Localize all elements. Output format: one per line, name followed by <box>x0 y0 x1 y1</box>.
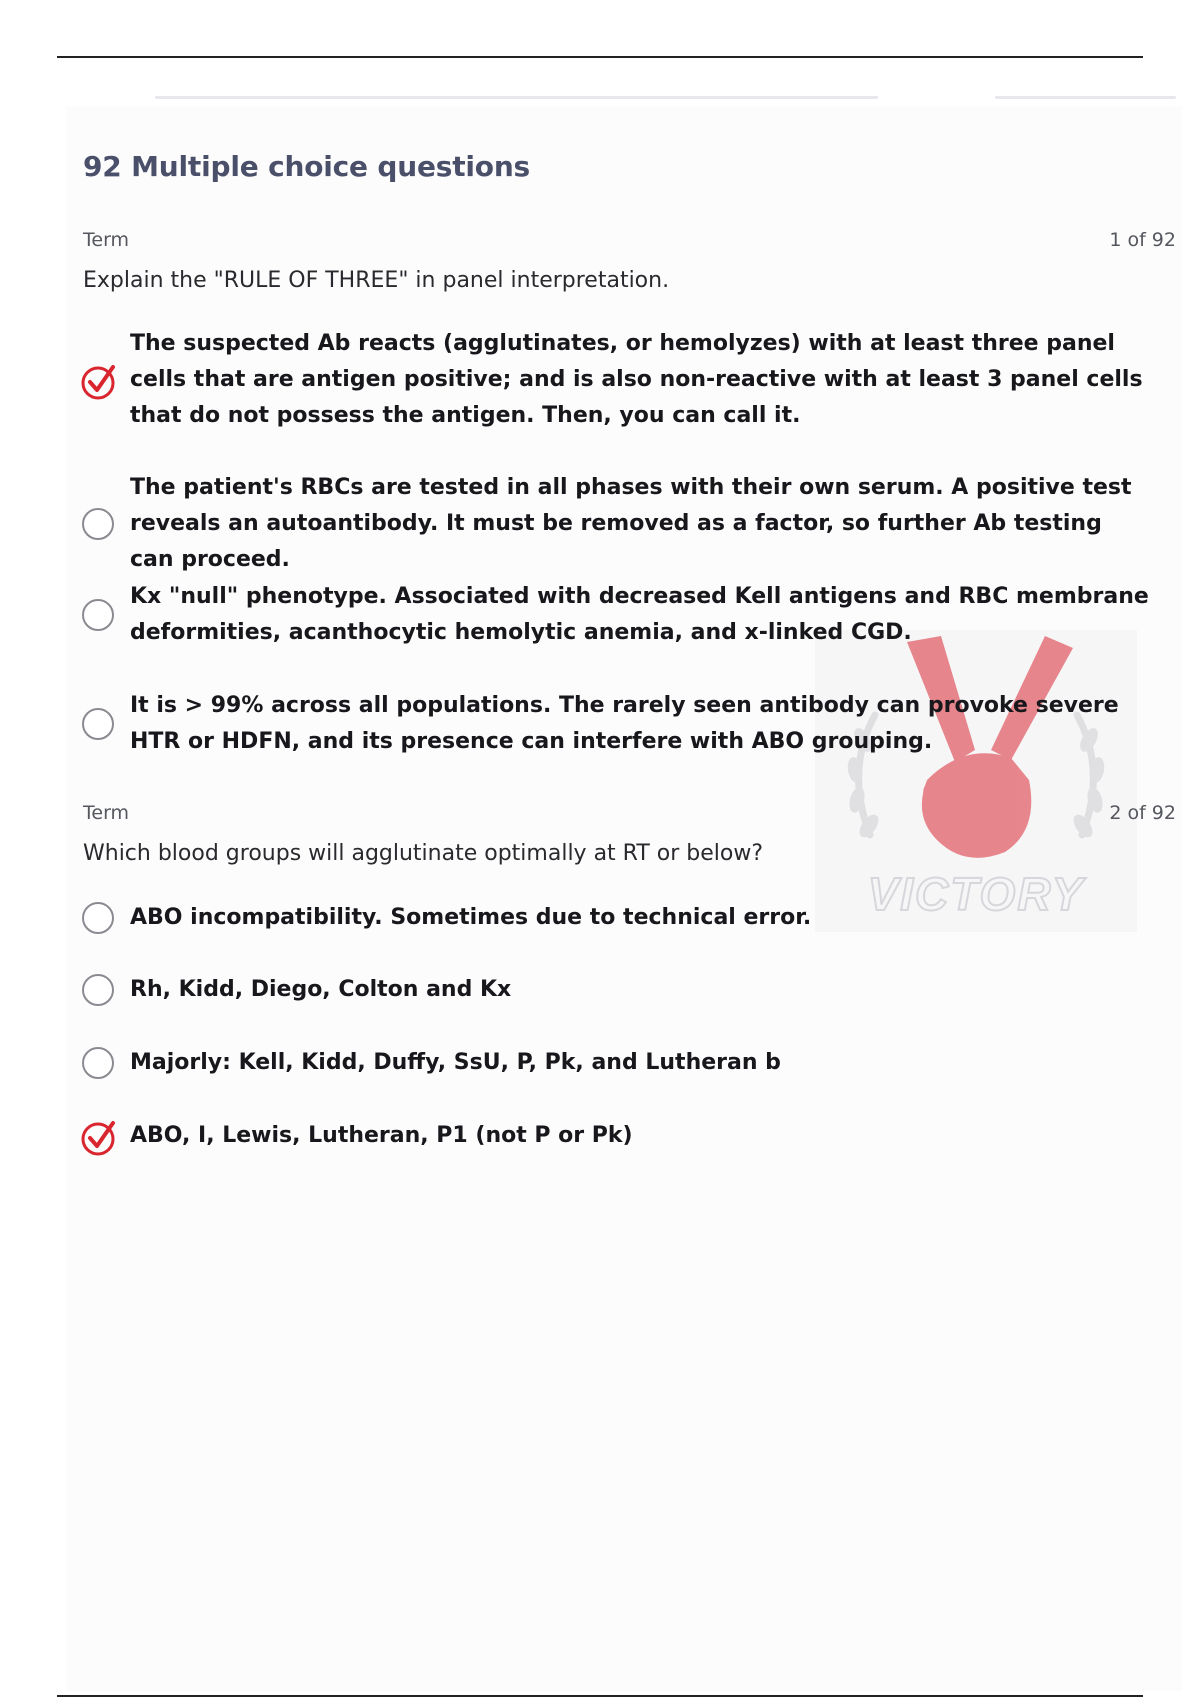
radio-button[interactable] <box>80 899 118 937</box>
checkmark-icon[interactable] <box>80 1117 118 1155</box>
bottom-rule <box>57 1695 1143 1697</box>
answer-option-text: Kx "null" phenotype. Associated with decreased Kell antigens and RBC membrane deformities, acanthocytic hemolytic anemia, and x-linked CGD. <box>130 584 1149 645</box>
question-counter: 1 of 92 <box>1109 229 1176 251</box>
answer-option[interactable] <box>80 688 1150 760</box>
question-counter: 2 of 92 <box>1109 802 1176 824</box>
answer-option[interactable] <box>80 579 1150 651</box>
radio-button[interactable] <box>80 1044 118 1082</box>
radio-circle-icon <box>82 599 114 631</box>
answer-option[interactable] <box>80 899 1150 937</box>
victory-watermark <box>815 630 1137 932</box>
answer-option-text: The suspected Ab reacts (agglutinates, or hemolyzes) with at least three panel cells that are antigen positive; and is also non-reactive with at least 3 panel cells that do not possess the antigen. Then, you can call it. <box>130 331 1143 428</box>
answer-option-text: ABO incompatibility. Sometimes due to technical error. <box>130 905 812 930</box>
answer-option-text: The patient's RBCs are tested in all phases with their own serum. A positive test reveals an autoantibody. It must be removed as a factor, so further Ab testing can proceed. <box>130 475 1132 572</box>
answer-option-text: Rh, Kidd, Diego, Colton and Kx <box>130 977 512 1002</box>
header-divider-right <box>995 96 1176 99</box>
answer-option-text: It is > 99% across all populations. The rarely seen antibody can provoke severe HTR or HDFN, and its presence can interfere with ABO grouping. <box>130 693 1119 754</box>
question-prompt: Explain the "RULE OF THREE" in panel interpretation. <box>83 268 670 293</box>
page-title: 92 Multiple choice questions <box>83 150 531 183</box>
radio-button[interactable] <box>80 971 118 1009</box>
radio-circle-icon <box>82 902 114 934</box>
term-label: Term <box>83 802 130 824</box>
radio-circle-icon <box>82 974 114 1006</box>
answer-option[interactable] <box>80 470 1150 578</box>
answer-option[interactable] <box>80 1117 1150 1155</box>
radio-button[interactable] <box>80 505 118 543</box>
victory-hand-icon <box>815 630 1137 932</box>
checkmark-icon[interactable] <box>80 361 118 399</box>
watermark-text: VICTORY <box>867 868 1085 920</box>
radio-button[interactable] <box>80 705 118 743</box>
answer-option-text: Majorly: Kell, Kidd, Duffy, SsU, P, Pk, and Lutheran b <box>130 1050 781 1075</box>
question-prompt: Which blood groups will agglutinate optimally at RT or below? <box>83 841 764 866</box>
radio-circle-icon <box>82 508 114 540</box>
radio-circle-icon <box>82 708 114 740</box>
answer-option[interactable] <box>80 971 1150 1009</box>
top-rule <box>57 56 1143 58</box>
answer-option[interactable] <box>80 1044 1150 1082</box>
answer-option-text: ABO, I, Lewis, Lutheran, P1 (not P or Pk) <box>130 1123 633 1148</box>
answer-option[interactable] <box>80 326 1150 434</box>
radio-button[interactable] <box>80 596 118 634</box>
radio-circle-icon <box>82 1047 114 1079</box>
term-label: Term <box>83 229 130 251</box>
header-divider <box>155 96 878 99</box>
